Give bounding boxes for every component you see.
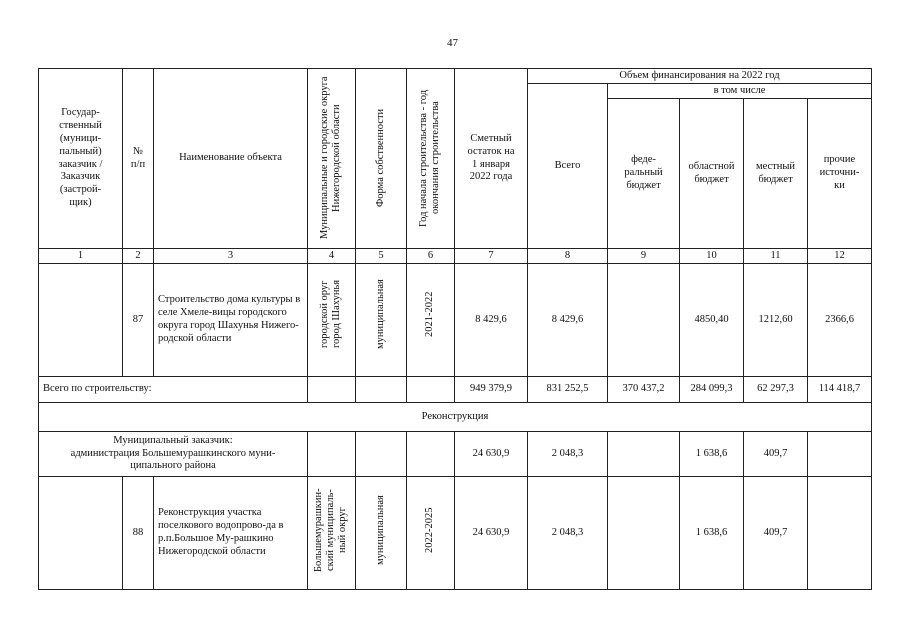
column-index: 2 <box>123 249 154 264</box>
cell-federal <box>608 432 680 477</box>
table-row <box>39 264 872 377</box>
cell-total: 2 048,3 <box>528 477 608 590</box>
cell-federal <box>608 264 680 377</box>
header-funding-group: Объем финансирования на 2022 год <box>528 69 872 84</box>
header-total: Всего <box>528 84 608 249</box>
column-index: 5 <box>356 249 407 264</box>
cell-object: Строительство дома культуры в селе Хмеле-вицы городского округа город Шахунья Нижего-родской области <box>154 264 308 377</box>
cell-object: Реконструкция участка поселкового водопрово-да в р.п.Большое Му-рашкино Нижегородской области <box>154 477 308 590</box>
cell-total: 2 048,3 <box>528 432 608 477</box>
cell-customer <box>39 477 123 590</box>
cell-federal <box>608 477 680 590</box>
cell-regional: 1 638,6 <box>680 432 744 477</box>
column-index: 4 <box>308 249 356 264</box>
cell-years: 2021-2022 <box>407 264 455 377</box>
financing-table <box>38 68 872 590</box>
total-label: Всего по строительству: <box>39 377 308 403</box>
cell-other <box>808 477 872 590</box>
cell-num: 87 <box>123 264 154 377</box>
column-index: 3 <box>154 249 308 264</box>
column-index: 9 <box>608 249 680 264</box>
customer-row <box>39 432 872 477</box>
cell-regional: 1 638,6 <box>680 477 744 590</box>
column-index-row <box>39 249 872 264</box>
header-incl: в том числе <box>608 84 872 99</box>
header-municipality: Муниципальные и городские округа Нижегородской области <box>308 69 356 249</box>
header-estimate: Сметный остаток на 1 января 2022 года <box>455 69 528 249</box>
column-index: 12 <box>808 249 872 264</box>
cell-estimate: 24 630,9 <box>455 432 528 477</box>
total-construction-row <box>39 377 872 403</box>
cell-local: 1212,60 <box>744 264 808 377</box>
cell-other <box>808 432 872 477</box>
header-customer: Государ- ственный (муници- пальный) заказчик / Заказчик (застрой- щик) <box>39 69 123 249</box>
cell-years <box>407 377 455 403</box>
table-row <box>39 477 872 590</box>
column-index: 11 <box>744 249 808 264</box>
section-row <box>39 403 872 432</box>
cell-local: 409,7 <box>744 477 808 590</box>
cell-total: 8 429,6 <box>528 264 608 377</box>
cell-estimate: 8 429,6 <box>455 264 528 377</box>
cell-municipality <box>308 432 356 477</box>
cell-num: 88 <box>123 477 154 590</box>
cell-other: 114 418,7 <box>808 377 872 403</box>
header-federal: феде- ральный бюджет <box>608 99 680 249</box>
cell-other: 2366,6 <box>808 264 872 377</box>
cell-years: 2022-2025 <box>407 477 455 590</box>
cell-local: 409,7 <box>744 432 808 477</box>
customer-label: Муниципальный заказчик: администрация Большемурашкинского муни- ципального района <box>39 432 308 477</box>
cell-estimate: 949 379,9 <box>455 377 528 403</box>
cell-ownership: муниципальная <box>356 477 407 590</box>
cell-regional: 4850,40 <box>680 264 744 377</box>
header-ownership: Форма собственности <box>356 69 407 249</box>
cell-municipality <box>308 377 356 403</box>
column-index: 6 <box>407 249 455 264</box>
header-regional: областной бюджет <box>680 99 744 249</box>
header-local: местный бюджет <box>744 99 808 249</box>
cell-years <box>407 432 455 477</box>
cell-customer <box>39 264 123 377</box>
section-title: Реконструкция <box>39 403 872 432</box>
cell-municipality: городской оруг город Шахунья <box>308 264 356 377</box>
cell-federal: 370 437,2 <box>608 377 680 403</box>
cell-ownership <box>356 432 407 477</box>
cell-regional: 284 099,3 <box>680 377 744 403</box>
column-index: 7 <box>455 249 528 264</box>
column-index: 1 <box>39 249 123 264</box>
column-index: 8 <box>528 249 608 264</box>
cell-municipality: Большемурашкин-ский муниципаль-ный округ <box>308 477 356 590</box>
cell-estimate: 24 630,9 <box>455 477 528 590</box>
page-number: 47 <box>447 37 458 49</box>
column-index: 10 <box>680 249 744 264</box>
header-other: прочие источни- ки <box>808 99 872 249</box>
header-object: Наименование объекта <box>154 69 308 249</box>
cell-total: 831 252,5 <box>528 377 608 403</box>
cell-local: 62 297,3 <box>744 377 808 403</box>
cell-ownership <box>356 377 407 403</box>
cell-ownership: муниципальная <box>356 264 407 377</box>
header-num: № п/п <box>123 69 154 249</box>
header-years: Год начала строительства - год окончания строительства <box>407 69 455 249</box>
